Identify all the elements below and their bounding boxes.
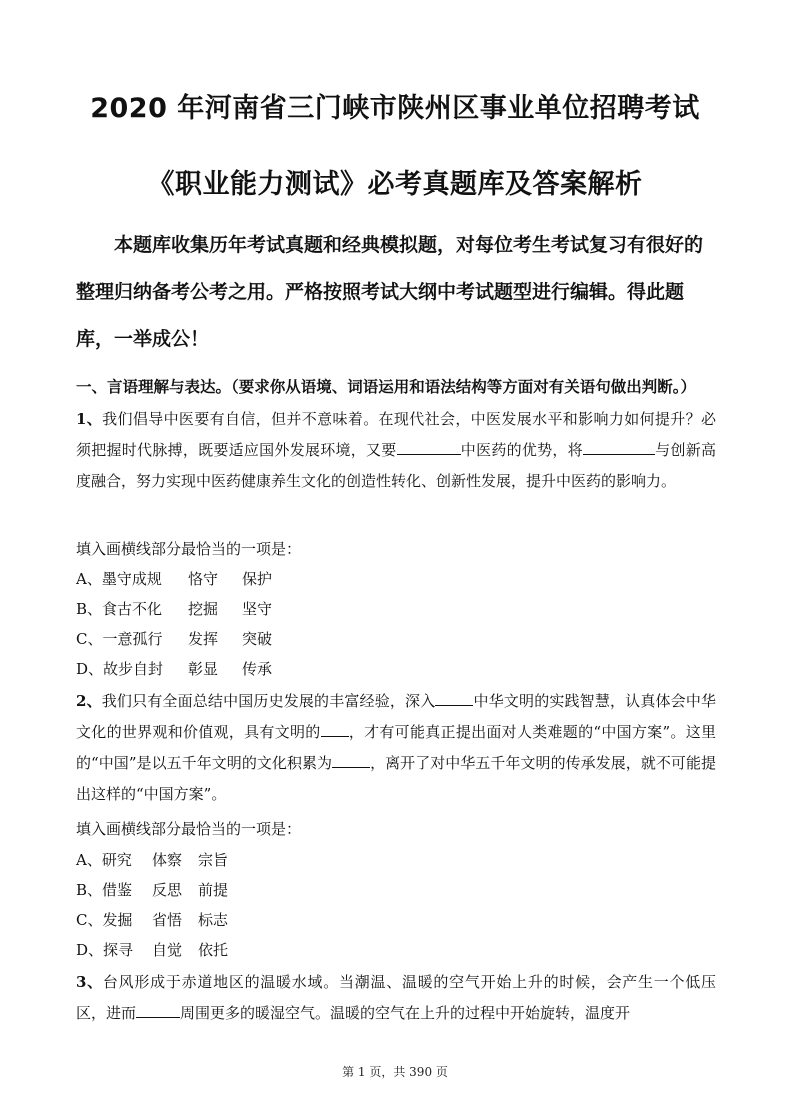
question-2-prompt: 填入画横线部分最恰当的一项是： [76, 820, 302, 838]
option-word: 传承 [242, 660, 273, 678]
option-word: B、食古不化 [76, 600, 163, 618]
question-2-option-c [76, 909, 228, 930]
question-1-option-c [76, 628, 272, 649]
option-word: D、探寻 [76, 941, 134, 959]
question-2-text-part-2: 中华文明的实践智慧，认真体会中华文化的世界观和价值观，具有文明的 [76, 692, 716, 741]
option-word: 自觉 [152, 941, 183, 959]
question-1-option-a [76, 568, 272, 589]
question-3-text [76, 967, 716, 1029]
option-word: 省悟 [152, 911, 183, 929]
question-2-text-part-1: 我们只有全面总结中国历史发展的丰富经验，深入 [101, 692, 436, 710]
option-word: 坚守 [242, 600, 273, 618]
option-word: 突破 [242, 630, 273, 648]
option-word: 体察 [152, 851, 183, 869]
question-2-text [76, 686, 716, 810]
option-word: C、发掘 [76, 911, 133, 929]
option-word: 宗旨 [198, 851, 229, 869]
option-word: 挖掘 [188, 600, 219, 618]
intro-paragraph: 本题库收集历年考试真题和经典模拟题，对每位考生考试复习有很好的整理归纳备考公考之用。严格按照考试大纲中考试题型进行编辑。得此题库，一举成公！ [76, 234, 704, 350]
option-word: 发挥 [188, 630, 219, 648]
blank-line [583, 440, 655, 455]
question-1-text [76, 404, 716, 497]
question-1-option-d [76, 658, 272, 679]
option-word: 反思 [152, 881, 183, 899]
question-2-number: 2、 [76, 692, 102, 710]
question-1-text-part-2: 中医药的优势，将 [460, 441, 583, 459]
question-1-text-part-1: 我们倡导中医要有自信，但并不意味着。在现代社会，中医发展水平和影响力如何提升？必须把握时代脉搏，既要适应国外发展环境，又要 [76, 410, 716, 459]
question-2-option-d [76, 939, 228, 960]
blank-line [397, 440, 461, 455]
option-word: C、一意孤行 [76, 630, 163, 648]
question-1-option-b [76, 598, 272, 619]
question-2-text-part-3: ，才有可能真正提出面对人类难题的“中国方案”。这里的“中国”是以五千年文明的文化积累为 [76, 723, 716, 772]
page-footer: 第 1 页，共 390 页 [342, 1065, 448, 1079]
question-2-option-a [76, 849, 228, 870]
option-word: 彰显 [188, 660, 219, 678]
option-word: 保护 [242, 570, 273, 588]
blank-line [136, 1003, 180, 1018]
option-word: 前提 [198, 881, 229, 899]
question-1-prompt: 填入画横线部分最恰当的一项是： [76, 540, 302, 558]
option-word: 标志 [198, 911, 229, 929]
blank-line [332, 753, 370, 768]
option-word: D、故步自封 [76, 660, 164, 678]
document-title-line-1: 2020 年河南省三门峡市陕州区事业单位招聘考试 [90, 93, 700, 124]
option-word: 恪守 [188, 570, 219, 588]
question-2-option-b [76, 879, 228, 900]
option-word: A、墨守成规 [76, 570, 162, 588]
question-3-text-part-2: 周围更多的暖湿空气。温暖的空气在上升的过程中开始旋转，温度开 [180, 1004, 631, 1022]
question-1-text-part-3: 与创新高度融合，努力实现中医药健康养生文化的创造性转化、创新性发展，提升中医药的影响力。 [76, 441, 716, 490]
option-word: B、借鉴 [76, 881, 133, 899]
blank-line [321, 722, 349, 737]
question-1-number: 1、 [76, 410, 103, 428]
question-2-text-part-4: ，离开了对中华五千年文明的传承发展，就不可能提出这样的“中国方案”。 [76, 754, 716, 803]
document-title-line-2: 《职业能力测试》必考真题库及答案解析 [147, 169, 643, 200]
section-heading: 一、言语理解与表达。（要求你从语境、词语运用和语法结构等方面对有关语句做出判断。） [76, 378, 697, 396]
question-3-number: 3、 [76, 973, 103, 991]
option-word: 依托 [198, 941, 229, 959]
question-3-text-part-1: 台风形成于赤道地区的温暖水域。当潮温、温暖的空气开始上升的时候，会产生一个低压区，进而 [76, 973, 716, 1022]
option-word: A、研究 [76, 851, 132, 869]
blank-line [435, 691, 473, 706]
